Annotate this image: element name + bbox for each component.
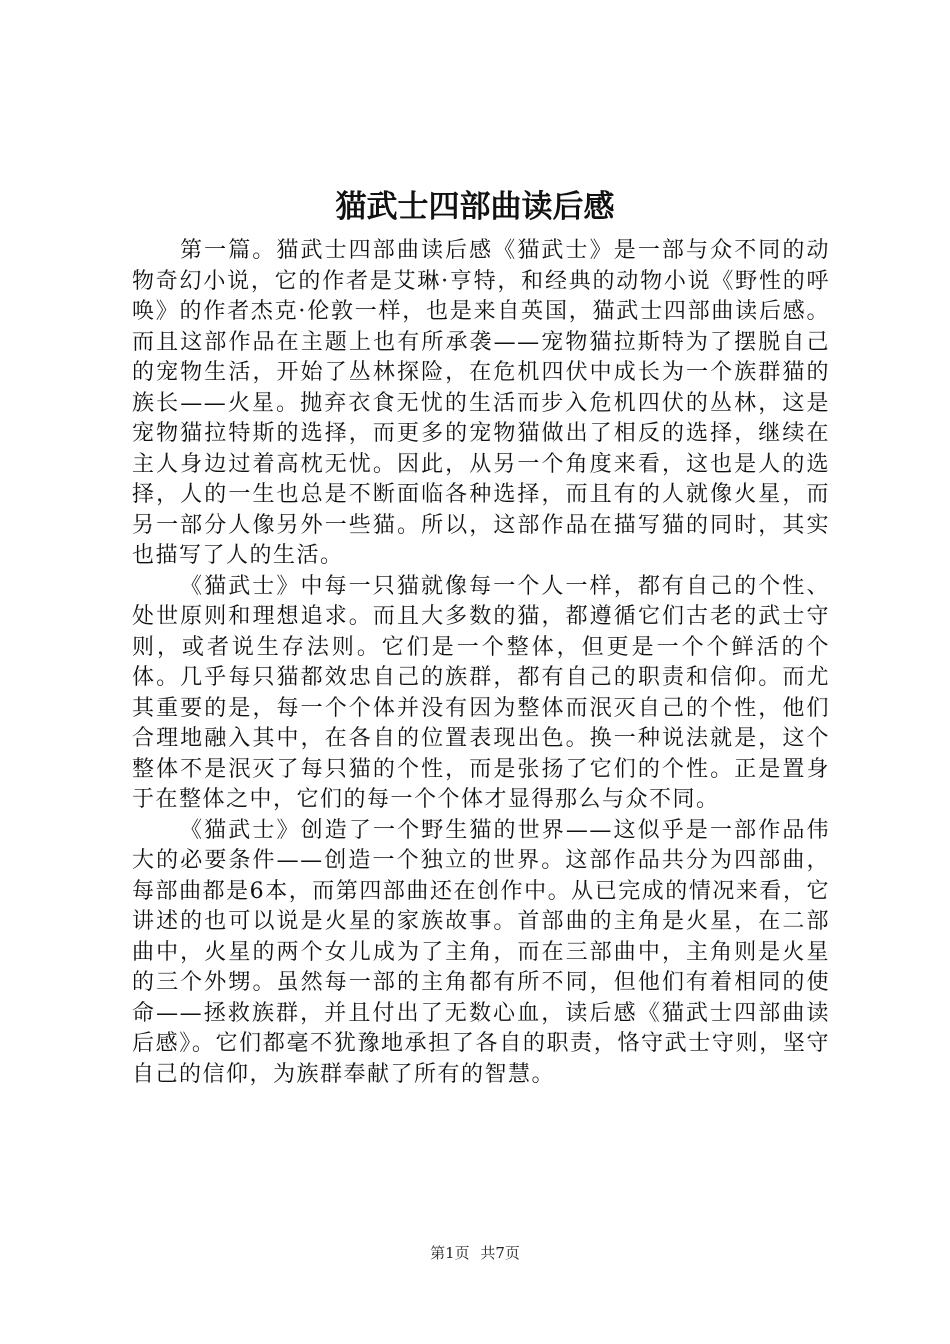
document-title: 猫武士四部曲读后感 <box>335 189 615 225</box>
document-body <box>132 236 830 1090</box>
paragraph-2: 《猫武士》中每一只猫就像每一个人一样，都有自己的个性、处世原则和理想追求。而且大多数的猫，都遵循它们古老的武士守则，或者说生存法则。它们是一个整体，但更是一个个鲜活的个体。几乎每只猫都效忠自己的族群，都有自己的职责和信仰。而尤其重要的是，每一个个体并没有因为整体而泯灭自己的个性，他们合理地融入其中，在各自的位置表现出色。换一种说法就是，这个整体不是泯灭了每只猫的个性，而是张扬了它们的个性。正是置身于在整体之中，它们的每一个个体才显得那么与众不同。 <box>132 573 830 812</box>
paragraph-3: 《猫武士》创造了一个野生猫的世界——这似乎是一部作品伟大的必要条件——创造一个独立的世界。这部作品共分为四部曲，每部曲都是6本，而第四部曲还在创作中。从已完成的情况来看，它讲述的也可以说是火星的家族故事。首部曲的主角是火星，在二部曲中，火星的两个女儿成为了主角，而在三部曲中，主角则是火星的三个外甥。虽然每一部的主角都有所不同，但他们有着相同的使命——拯救族群，并且付出了无数心血，读后感《猫武士四部曲读后感》。它们都毫不犹豫地承担了各自的职责，恪守武士守则，坚守自己的信仰，为族群奉献了所有的智慧。 <box>132 817 830 1087</box>
paragraph-1: 第一篇。猫武士四部曲读后感《猫武士》是一部与众不同的动物奇幻小说，它的作者是艾琳·亨特，和经典的动物小说《野性的呼唤》的作者杰克·伦敦一样，也是来自英国，猫武士四部曲读后感。而且这部作品在主题上也有所承袭——宠物猫拉斯特为了摆脱自己的宠物生活，开始了丛林探险，在危机四伏中成长为一个族群猫的族长——火星。抛弃衣食无忧的生活而步入危机四伏的丛林，这是宠物猫拉特斯的选择，而更多的宠物猫做出了相反的选择，继续在主人身边过着高枕无忧。因此，从另一个角度来看，这也是人的选择，人的一生也总是不断面临各种选择，而且有的人就像火星，而另一部分人像另外一些猫。所以，这部作品在描写猫的同时，其实也描写了人的生活。 <box>132 238 830 568</box>
page-footer <box>0 1242 950 1264</box>
page-number: 第1页 <box>430 1244 470 1262</box>
page-total: 共7页 <box>480 1244 520 1262</box>
